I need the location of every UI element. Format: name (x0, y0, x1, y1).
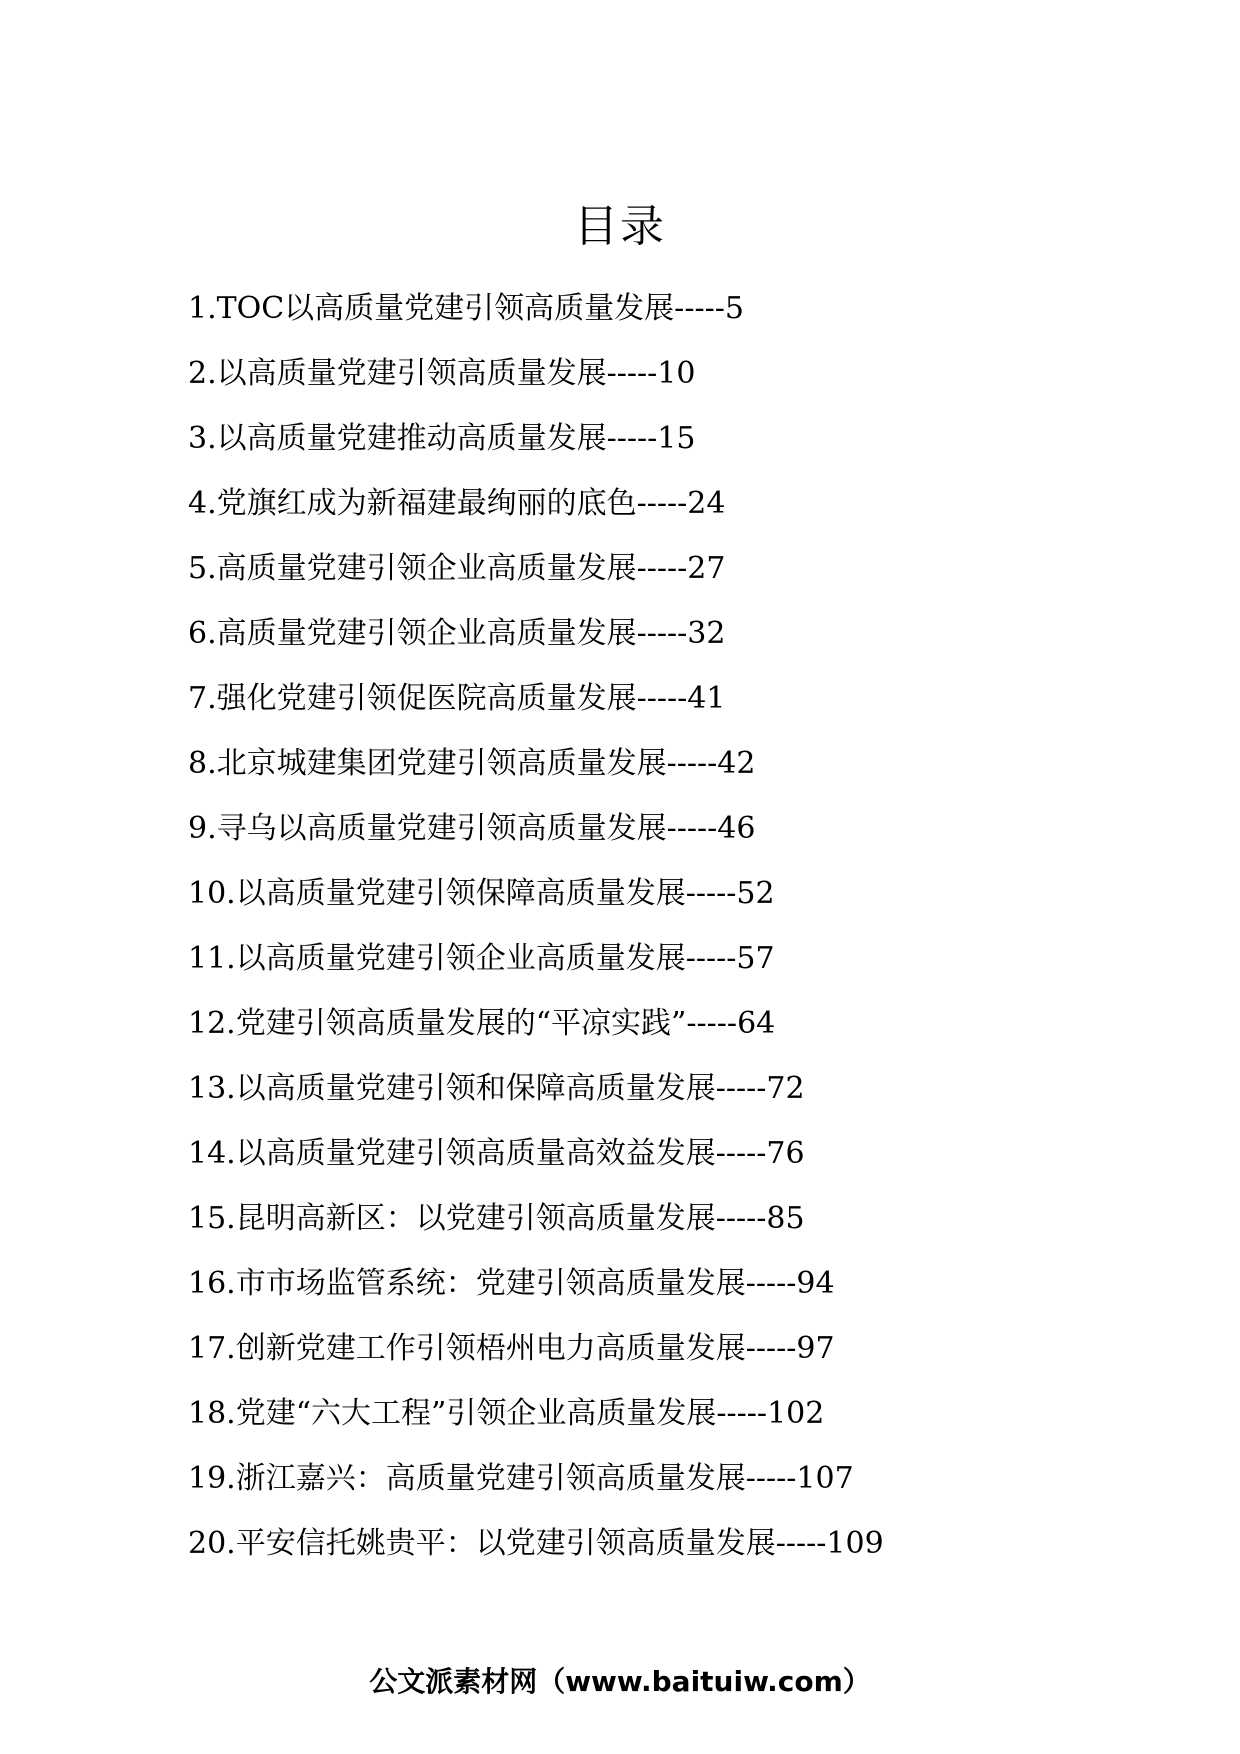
toc-item[interactable] (188, 415, 1148, 480)
toc-entry-text: 9.寻乌以高质量党建引领高质量发展-----46 (188, 811, 756, 846)
toc-entry-text: 5.高质量党建引领企业高质量发展-----27 (188, 551, 726, 586)
toc-item[interactable] (188, 545, 1148, 610)
toc-item[interactable] (188, 805, 1148, 870)
toc-item[interactable] (188, 1000, 1148, 1065)
toc-entry-text: 4.党旗红成为新福建最绚丽的底色-----24 (188, 486, 726, 521)
toc-item[interactable] (188, 675, 1148, 740)
toc-entry-text: 19.浙江嘉兴：高质量党建引领高质量发展-----107 (188, 1461, 854, 1496)
toc-entry-text: 12.党建引领高质量发展的“平凉实践”-----64 (188, 1006, 776, 1041)
toc-item[interactable] (188, 1260, 1148, 1325)
toc-item[interactable] (188, 1130, 1148, 1195)
toc-item[interactable] (188, 610, 1148, 675)
toc-entry-text: 11.以高质量党建引领企业高质量发展-----57 (188, 941, 775, 976)
toc-entry-text: 18.党建“六大工程”引领企业高质量发展-----102 (188, 1396, 825, 1431)
toc-item[interactable] (188, 480, 1148, 545)
toc-item[interactable] (188, 740, 1148, 805)
toc-item[interactable] (188, 1325, 1148, 1390)
toc-entry-text: 6.高质量党建引领企业高质量发展-----32 (188, 616, 726, 651)
page-title: 目录 (574, 201, 666, 253)
toc-entry-text: 17.创新党建工作引领梧州电力高质量发展-----97 (188, 1331, 835, 1366)
toc-entry-text: 14.以高质量党建引领高质量高效益发展-----76 (188, 1136, 805, 1171)
toc-entry-text: 16.市市场监管系统：党建引领高质量发展-----94 (188, 1266, 835, 1301)
toc-item[interactable] (188, 870, 1148, 935)
toc-entry-text: 10.以高质量党建引领保障高质量发展-----52 (188, 876, 775, 911)
toc-item[interactable] (188, 935, 1148, 1000)
toc-entry-text: 15.昆明高新区：以党建引领高质量发展-----85 (188, 1201, 805, 1236)
toc-item[interactable] (188, 1520, 1148, 1585)
toc-entry-text: 3.以高质量党建推动高质量发展-----15 (188, 421, 696, 456)
toc-item[interactable] (188, 285, 1148, 350)
toc-entry-text: 1.TOC以高质量党建引领高质量发展-----5 (188, 291, 744, 326)
toc-entry-text: 7.强化党建引领促医院高质量发展-----41 (188, 681, 726, 716)
toc-item[interactable] (188, 350, 1148, 415)
toc-entry-text: 20.平安信托姚贵平：以党建引领高质量发展-----109 (188, 1526, 884, 1561)
toc-entry-text: 2.以高质量党建引领高质量发展-----10 (188, 356, 696, 391)
footer-source: 公文派素材网（www.baituiw.com） (369, 1665, 871, 1698)
toc-item[interactable] (188, 1065, 1148, 1130)
toc-item[interactable] (188, 1195, 1148, 1260)
table-of-contents (188, 285, 1148, 1585)
toc-entry-text: 13.以高质量党建引领和保障高质量发展-----72 (188, 1071, 805, 1106)
toc-item[interactable] (188, 1390, 1148, 1455)
toc-entry-text: 8.北京城建集团党建引领高质量发展-----42 (188, 746, 756, 781)
toc-item[interactable] (188, 1455, 1148, 1520)
